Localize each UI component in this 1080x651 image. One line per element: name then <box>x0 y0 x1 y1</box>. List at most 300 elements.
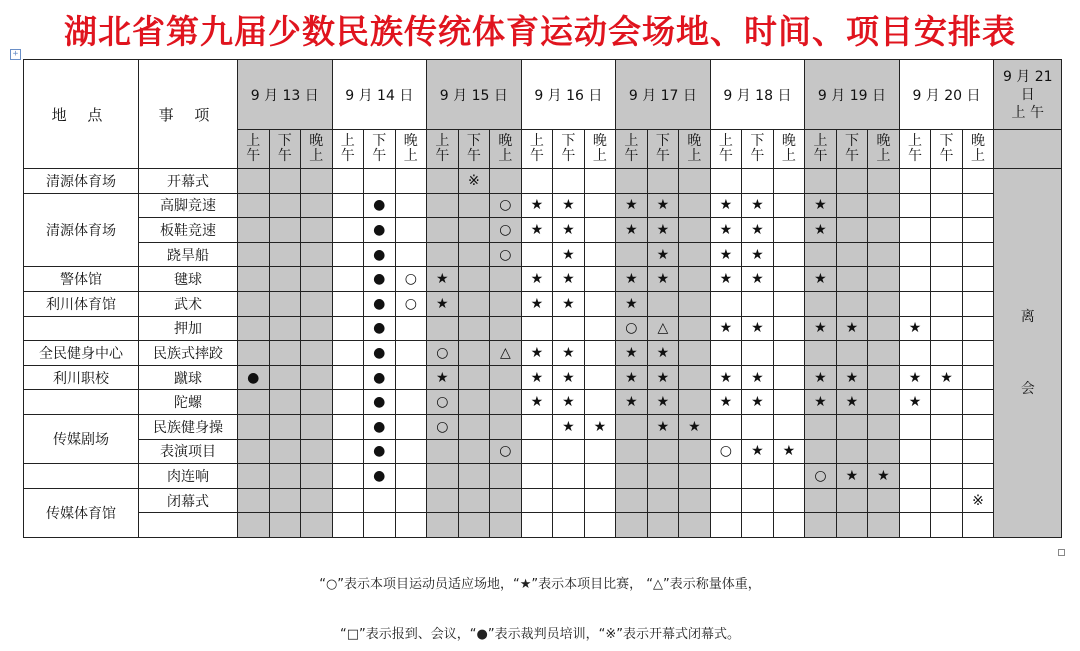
schedule-cell <box>679 193 711 218</box>
schedule-cell <box>427 439 459 464</box>
schedule-cell <box>805 488 837 513</box>
schedule-cell <box>773 488 805 513</box>
schedule-cell <box>931 390 963 415</box>
header-half-day: 上 午 <box>238 130 270 169</box>
location-cell: 利川职校 <box>24 365 139 390</box>
schedule-cell <box>458 464 490 489</box>
schedule-cell <box>301 464 333 489</box>
header-half-day: 下 午 <box>458 130 490 169</box>
schedule-cell <box>301 242 333 267</box>
schedule-cell <box>238 316 270 341</box>
schedule-cell <box>490 488 522 513</box>
schedule-cell <box>647 464 679 489</box>
schedule-cell <box>836 242 868 267</box>
schedule-cell <box>584 193 616 218</box>
schedule-cell <box>238 218 270 243</box>
table-row <box>24 193 1062 218</box>
schedule-cell: ★ <box>616 341 648 366</box>
schedule-cell <box>458 341 490 366</box>
schedule-cell: ○ <box>490 439 522 464</box>
schedule-cell <box>458 316 490 341</box>
schedule-cell <box>962 390 994 415</box>
schedule-cell <box>647 439 679 464</box>
header-half-day: 下 午 <box>931 130 963 169</box>
schedule-cell <box>962 169 994 194</box>
schedule-cell: ★ <box>679 414 711 439</box>
schedule-cell <box>458 414 490 439</box>
schedule-cell <box>269 169 301 194</box>
schedule-cell: ※ <box>962 488 994 513</box>
schedule-cell <box>395 316 427 341</box>
schedule-cell: ○ <box>427 414 459 439</box>
schedule-cell <box>395 439 427 464</box>
schedule-cell <box>931 513 963 538</box>
schedule-cell <box>868 390 900 415</box>
schedule-cell <box>931 193 963 218</box>
schedule-cell <box>458 242 490 267</box>
schedule-cell <box>301 488 333 513</box>
schedule-cell <box>584 316 616 341</box>
schedule-cell <box>238 488 270 513</box>
schedule-cell: ★ <box>647 242 679 267</box>
schedule-cell <box>773 365 805 390</box>
schedule-cell: ★ <box>521 291 553 316</box>
schedule-cell <box>269 365 301 390</box>
header-half-day: 上 午 <box>710 130 742 169</box>
schedule-cell: ★ <box>647 193 679 218</box>
schedule-cell <box>332 488 364 513</box>
schedule-cell <box>962 291 994 316</box>
schedule-cell: ★ <box>931 365 963 390</box>
schedule-cell <box>931 267 963 292</box>
schedule-cell <box>301 365 333 390</box>
resize-corner-icon[interactable] <box>1058 549 1065 556</box>
schedule-cell: ★ <box>427 365 459 390</box>
schedule-cell <box>238 341 270 366</box>
event-cell: 押加 <box>139 316 238 341</box>
schedule-cell <box>427 464 459 489</box>
header-half-day: 晚 上 <box>584 130 616 169</box>
schedule-cell <box>521 414 553 439</box>
schedule-cell <box>301 169 333 194</box>
schedule-cell: ★ <box>427 267 459 292</box>
schedule-cell <box>805 513 837 538</box>
schedule-cell <box>269 218 301 243</box>
schedule-cell: ★ <box>805 267 837 292</box>
schedule-cell: ● <box>364 291 396 316</box>
header-day: 9 月 18 日 <box>710 60 805 130</box>
schedule-cell <box>931 218 963 243</box>
schedule-cell: ★ <box>742 390 774 415</box>
schedule-cell <box>773 242 805 267</box>
schedule-cell <box>616 169 648 194</box>
schedule-cell <box>301 316 333 341</box>
schedule-cell: ★ <box>616 390 648 415</box>
event-cell <box>139 513 238 538</box>
schedule-cell <box>962 414 994 439</box>
schedule-cell <box>836 414 868 439</box>
schedule-cell <box>553 488 585 513</box>
schedule-cell <box>679 291 711 316</box>
schedule-cell <box>962 464 994 489</box>
schedule-cell: ○ <box>710 439 742 464</box>
schedule-cell <box>458 513 490 538</box>
schedule-cell: ★ <box>553 267 585 292</box>
header-half-day: 晚 上 <box>395 130 427 169</box>
schedule-cell: ★ <box>553 390 585 415</box>
schedule-cell <box>742 513 774 538</box>
schedule-cell: ● <box>364 267 396 292</box>
table-row <box>24 513 1062 538</box>
schedule-cell <box>899 488 931 513</box>
schedule-cell <box>332 513 364 538</box>
legend-line-2: “□”表示报到、会议，“●”表示裁判员培训，“※”表示开幕式闭幕式。 <box>340 627 740 642</box>
schedule-cell: ★ <box>805 193 837 218</box>
schedule-cell <box>710 341 742 366</box>
schedule-cell: ★ <box>805 365 837 390</box>
schedule-cell <box>427 242 459 267</box>
schedule-cell <box>584 218 616 243</box>
schedule-cell <box>962 341 994 366</box>
schedule-cell <box>899 267 931 292</box>
legend-line-1: “○”表示本项目运动员适应场地，“★”表示本项目比赛， “△”表示称量体重， <box>319 577 761 592</box>
schedule-cell <box>773 464 805 489</box>
schedule-cell <box>805 341 837 366</box>
schedule-cell <box>679 439 711 464</box>
schedule-cell <box>301 193 333 218</box>
header-half-day: 晚 上 <box>962 130 994 169</box>
schedule-cell <box>458 218 490 243</box>
schedule-cell <box>836 169 868 194</box>
schedule-cell <box>962 218 994 243</box>
schedule-cell <box>616 414 648 439</box>
schedule-cell <box>553 169 585 194</box>
schedule-cell: ★ <box>836 390 868 415</box>
page-title: 湖北省第九届少数民族传统体育运动会场地、时间、项目安排表 <box>64 12 1016 51</box>
schedule-cell <box>490 169 522 194</box>
schedule-cell: ※ <box>458 169 490 194</box>
schedule-cell <box>836 267 868 292</box>
schedule-cell <box>301 218 333 243</box>
schedule-cell: ● <box>364 242 396 267</box>
schedule-cell <box>332 464 364 489</box>
header-half-day: 上 午 <box>616 130 648 169</box>
table-row <box>24 488 1062 513</box>
schedule-cell <box>962 439 994 464</box>
schedule-cell <box>521 439 553 464</box>
schedule-cell <box>679 218 711 243</box>
schedule-cell <box>521 464 553 489</box>
schedule-cell <box>773 267 805 292</box>
schedule-cell <box>679 365 711 390</box>
schedule-cell <box>332 291 364 316</box>
schedule-cell <box>931 169 963 194</box>
schedule-cell <box>301 390 333 415</box>
event-cell: 跷旱船 <box>139 242 238 267</box>
header-half-day: 上 午 <box>332 130 364 169</box>
schedule-cell <box>616 439 648 464</box>
schedule-cell <box>647 513 679 538</box>
header-half-day: 晚 上 <box>868 130 900 169</box>
schedule-cell <box>710 291 742 316</box>
location-cell: 警体馆 <box>24 267 139 292</box>
table-row <box>24 316 1062 341</box>
schedule-cell <box>553 439 585 464</box>
schedule-cell: ★ <box>553 193 585 218</box>
schedule-cell <box>931 464 963 489</box>
schedule-cell <box>584 464 616 489</box>
schedule-cell: ● <box>364 316 396 341</box>
event-cell: 陀螺 <box>139 390 238 415</box>
table-row <box>24 341 1062 366</box>
table-row <box>24 218 1062 243</box>
schedule-cell: ★ <box>868 464 900 489</box>
schedule-cell <box>679 488 711 513</box>
schedule-cell <box>269 488 301 513</box>
schedule-cell <box>773 414 805 439</box>
schedule-cell <box>616 513 648 538</box>
schedule-cell <box>836 439 868 464</box>
schedule-cell <box>931 414 963 439</box>
schedule-cell <box>773 218 805 243</box>
table-row <box>24 169 1062 194</box>
schedule-cell <box>395 242 427 267</box>
schedule-cell <box>332 365 364 390</box>
schedule-cell: ★ <box>553 242 585 267</box>
schedule-cell: ○ <box>490 218 522 243</box>
header-half-day: 下 午 <box>836 130 868 169</box>
event-cell: 肉连响 <box>139 464 238 489</box>
schedule-cell: ○ <box>490 242 522 267</box>
schedule-cell: ★ <box>521 193 553 218</box>
schedule-cell <box>868 414 900 439</box>
header-last-day <box>994 60 1062 130</box>
schedule-cell: ★ <box>805 390 837 415</box>
schedule-cell <box>553 513 585 538</box>
schedule-cell <box>616 242 648 267</box>
header-half-day: 下 午 <box>647 130 679 169</box>
schedule-cell <box>490 267 522 292</box>
location-cell <box>24 316 139 341</box>
table-row <box>24 267 1062 292</box>
schedule-cell <box>584 488 616 513</box>
schedule-cell <box>395 513 427 538</box>
header-location: 地 点 <box>24 60 139 169</box>
header-day: 9 月 17 日 <box>616 60 711 130</box>
last-day-label: 9 月 21 日 <box>1002 68 1053 103</box>
event-cell: 闭幕式 <box>139 488 238 513</box>
schedule-cell: ★ <box>647 341 679 366</box>
schedule-cell <box>238 242 270 267</box>
schedule-cell <box>427 316 459 341</box>
schedule-cell <box>710 513 742 538</box>
schedule-cell: ★ <box>836 464 868 489</box>
schedule-cell: ★ <box>836 365 868 390</box>
schedule-cell <box>269 242 301 267</box>
schedule-cell <box>836 218 868 243</box>
schedule-cell <box>584 242 616 267</box>
schedule-cell: ○ <box>805 464 837 489</box>
schedule-cell: ★ <box>742 193 774 218</box>
schedule-cell <box>301 513 333 538</box>
schedule-cell: ★ <box>647 218 679 243</box>
schedule-cell: ○ <box>427 390 459 415</box>
schedule-cell <box>269 267 301 292</box>
schedule-cell <box>773 341 805 366</box>
header-day: 9 月 20 日 <box>899 60 994 130</box>
schedule-cell <box>742 291 774 316</box>
schedule-cell: ★ <box>647 365 679 390</box>
schedule-cell: ★ <box>899 390 931 415</box>
schedule-cell <box>521 316 553 341</box>
schedule-cell <box>553 316 585 341</box>
schedule-cell <box>742 464 774 489</box>
schedule-cell: ★ <box>742 365 774 390</box>
schedule-cell <box>773 193 805 218</box>
event-cell: 毽球 <box>139 267 238 292</box>
move-arrows-icon[interactable]: + <box>10 49 21 60</box>
schedule-cell <box>584 390 616 415</box>
table-row <box>24 414 1062 439</box>
schedule-cell <box>962 513 994 538</box>
schedule-cell <box>269 341 301 366</box>
schedule-cell <box>427 513 459 538</box>
schedule-cell <box>269 439 301 464</box>
schedule-cell: △ <box>490 341 522 366</box>
schedule-cell <box>773 316 805 341</box>
schedule-cell <box>364 513 396 538</box>
schedule-cell <box>521 488 553 513</box>
schedule-cell: ★ <box>899 365 931 390</box>
schedule-cell <box>301 414 333 439</box>
schedule-cell: ★ <box>805 218 837 243</box>
schedule-cell: ● <box>364 365 396 390</box>
header-half-day: 上 午 <box>521 130 553 169</box>
schedule-cell <box>427 488 459 513</box>
schedule-cell <box>584 513 616 538</box>
header-row-days <box>24 60 1062 130</box>
event-cell: 开幕式 <box>139 169 238 194</box>
schedule-cell: ★ <box>553 218 585 243</box>
location-cell <box>24 390 139 415</box>
schedule-cell <box>490 513 522 538</box>
schedule-cell: ● <box>364 390 396 415</box>
schedule-cell <box>773 390 805 415</box>
schedule-cell <box>773 513 805 538</box>
event-cell: 武术 <box>139 291 238 316</box>
table-row <box>24 242 1062 267</box>
schedule-cell <box>836 341 868 366</box>
schedule-cell <box>238 169 270 194</box>
schedule-cell <box>269 464 301 489</box>
schedule-cell: ★ <box>553 414 585 439</box>
schedule-cell <box>962 267 994 292</box>
schedule-cell <box>395 365 427 390</box>
schedule-cell <box>931 341 963 366</box>
schedule-cell: ★ <box>616 365 648 390</box>
schedule-cell <box>332 218 364 243</box>
schedule-cell: ★ <box>616 193 648 218</box>
schedule-cell <box>395 169 427 194</box>
schedule-cell: ○ <box>395 291 427 316</box>
schedule-cell <box>868 341 900 366</box>
schedule-cell <box>458 488 490 513</box>
schedule-cell <box>679 242 711 267</box>
last-day-half: 上 午 <box>1011 104 1044 121</box>
schedule-cell: ★ <box>899 316 931 341</box>
schedule-cell: ★ <box>521 365 553 390</box>
schedule-cell <box>868 291 900 316</box>
schedule-cell <box>710 169 742 194</box>
schedule-cell <box>899 341 931 366</box>
schedule-cell <box>490 464 522 489</box>
leave-cell: 离 会 <box>994 169 1062 538</box>
schedule-cell <box>521 242 553 267</box>
schedule-cell <box>427 193 459 218</box>
table-row <box>24 439 1062 464</box>
header-half-day-last <box>994 130 1062 169</box>
header-half-day: 上 午 <box>899 130 931 169</box>
schedule-cell <box>679 513 711 538</box>
schedule-cell <box>868 267 900 292</box>
schedule-cell <box>269 291 301 316</box>
event-cell: 高脚竞速 <box>139 193 238 218</box>
schedule-cell: ★ <box>553 365 585 390</box>
location-cell: 利川体育馆 <box>24 291 139 316</box>
schedule-cell <box>584 439 616 464</box>
schedule-cell: ★ <box>647 267 679 292</box>
schedule-cell <box>710 488 742 513</box>
event-cell: 民族健身操 <box>139 414 238 439</box>
schedule-cell <box>395 193 427 218</box>
schedule-cell: ★ <box>710 267 742 292</box>
schedule-cell <box>962 193 994 218</box>
schedule-cell <box>679 341 711 366</box>
schedule-cell <box>332 169 364 194</box>
schedule-cell <box>805 414 837 439</box>
schedule-cell <box>553 464 585 489</box>
event-cell: 民族式摔跤 <box>139 341 238 366</box>
schedule-cell: ★ <box>710 218 742 243</box>
schedule-cell <box>836 193 868 218</box>
schedule-cell <box>238 267 270 292</box>
schedule-cell <box>899 169 931 194</box>
schedule-cell <box>899 439 931 464</box>
location-cell: 传媒体育馆 <box>24 488 139 537</box>
schedule-cell <box>899 291 931 316</box>
table-row <box>24 365 1062 390</box>
schedule-cell <box>490 414 522 439</box>
schedule-cell <box>490 365 522 390</box>
schedule-cell <box>301 439 333 464</box>
schedule-cell: ★ <box>647 390 679 415</box>
schedule-cell <box>332 242 364 267</box>
schedule-cell <box>742 341 774 366</box>
schedule-cell: ★ <box>521 390 553 415</box>
schedule-cell: ● <box>364 464 396 489</box>
schedule-cell <box>584 341 616 366</box>
schedule-cell <box>931 291 963 316</box>
schedule-cell <box>458 390 490 415</box>
header-half-day: 上 午 <box>427 130 459 169</box>
schedule-cell: ★ <box>710 365 742 390</box>
schedule-cell <box>395 390 427 415</box>
schedule-cell <box>679 390 711 415</box>
location-cell: 传媒剧场 <box>24 414 139 463</box>
schedule-cell <box>868 439 900 464</box>
schedule-cell <box>836 291 868 316</box>
schedule-cell: ○ <box>427 341 459 366</box>
